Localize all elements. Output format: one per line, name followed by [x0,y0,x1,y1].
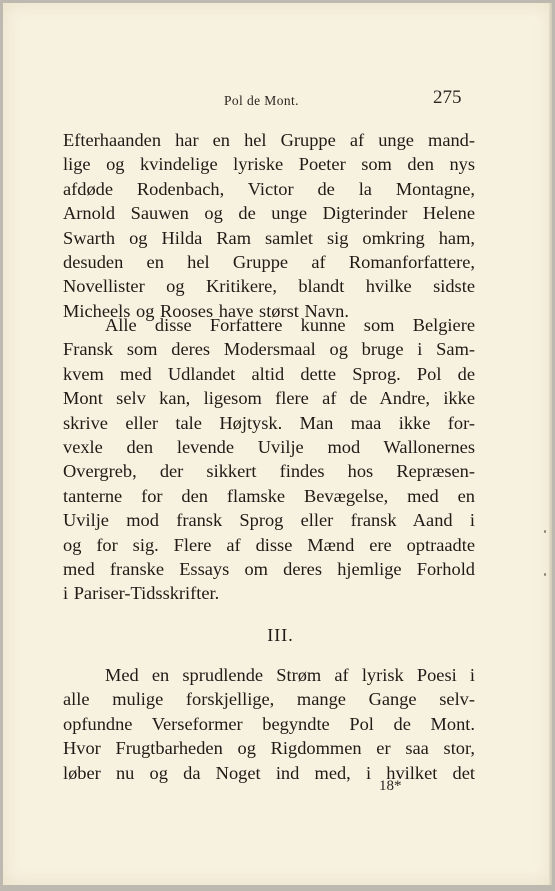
page-number: 275 [433,87,462,108]
text-line: Overgreb, der sikkert findes hos Repræsen- [63,461,475,482]
page-edge [549,3,552,885]
text-line: Arnold Sauwen og de unge Digterinder Helene [63,203,475,224]
paragraph-1 [63,128,475,323]
margin-speck [544,530,546,533]
text-line: i Pariser-Tidsskrifter. [63,583,220,604]
text-line: og for sig. Flere af disse Mænd ere optraadte [63,534,475,555]
text-line: med franske Essays om deres hjemlige Forhold [63,559,475,580]
text-line: Hvor Frugtbarheden og Rigdommen er saa stor, [63,738,475,759]
text-line: kvem med Udlandet altid dette Sprog. Pol de [63,363,475,384]
section-heading: III. [267,625,294,645]
text-line: alle mulige forskjellige, mange Gange selv- [63,689,475,710]
running-head [3,87,552,117]
paragraph-2 [63,313,475,606]
text-line: Med en sprudlende Strøm af lyrisk Poesi i [105,665,475,685]
text-line: Efterhaanden har en hel Gruppe af unge mand- [63,130,475,150]
text-line: vexle den levende Uvilje mod Wallonernes [63,437,475,458]
text-line: Alle disse Forfattere kunne som Belgiere [105,315,475,335]
signature-mark: 18* [379,778,402,794]
text-line: løber nu og da Noget ind med, i hvilket det [63,762,475,783]
text-line: afdøde Rodenbach, Victor de la Montagne, [63,178,475,199]
book-page [3,3,552,885]
text-line: opfundne Verseformer begyndte Pol de Mont. [63,713,475,734]
text-line: tanterne for den flamske Bevægelse, med en [63,485,475,506]
running-title: Pol de Mont. [224,93,299,108]
text-line: Mont selv kan, ligesom flere af de Andre, ikke [63,388,475,409]
text-line: Novellister og Kritikere, blandt hvilke sidste [63,276,475,297]
text-line: skrive eller tale Højtysk. Man maa ikke for- [63,412,475,433]
margin-speck [544,573,546,576]
text-line: Swarth og Hilda Ram samlet sig omkring ham, [63,227,475,248]
text-line: lige og kvindelige lyriske Poeter som den nys [63,154,475,175]
text-line: Uvilje mod fransk Sprog eller fransk Aand i [63,510,475,531]
text-line: desuden en hel Gruppe af Romanforfattere, [63,252,475,273]
paragraph-3 [63,663,475,785]
text-line: Fransk som deres Modersmaal og bruge i Sam- [63,339,475,360]
text-line: Micheels og Rooses have størst Navn. [63,300,349,321]
